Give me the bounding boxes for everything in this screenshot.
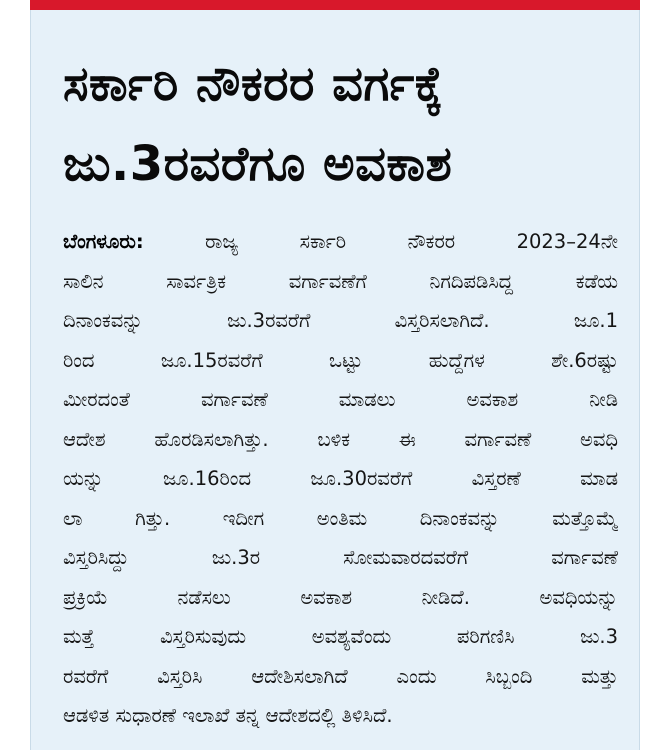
body-line-12: ರವರೆಗೆ ವಿಸ್ತರಿಸಿ ಆದೇಶಿಸಲಾಗಿದೆ ಎಂದು ಸಿಬ್ಬಂದಿ ಮತ್ತು <box>63 664 618 688</box>
body-line-8: ಲಾ ಗಿತ್ತು. ಇದೀಗ ಅಂತಿಮ ದಿನಾಂಕವನ್ನು ಮತ್ತೊಮ್ಮೆ <box>63 506 618 530</box>
first-line-text: ರಾಜ್ಯ ಸರ್ಕಾರಿ ನೌಕರರ 2023–24ನೇ <box>205 230 618 253</box>
headline-line-1: ಸರ್ಕಾರಿ ನೌಕರರ ವರ್ಗಕ್ಕೆ <box>63 56 444 112</box>
body-line-5: ಮೀರದಂತೆ ವರ್ಗಾವಣೆ ಮಾಡಲು ಅವಕಾಶ ನೀಡಿ <box>63 388 618 411</box>
body-line-6: ಆದೇಶ ಹೊರಡಿಸಲಾಗಿತ್ತು. ಬಳಿಕ ಈ ವರ್ಗಾವಣೆ ಅವಧಿ <box>63 427 618 451</box>
body-line-11: ಮತ್ತೆ ವಿಸ್ತರಿಸುವುದು ಅವಶ್ಯವೆಂದು ಪರಿಗಣಿಸಿ ಜು.3 <box>63 625 618 648</box>
body-line-10: ಪ್ರಕ್ರಿಯೆ ನಡೆಸಲು ಅವಕಾಶ ನೀಡಿದೆ. ಅವಧಿಯನ್ನು <box>63 585 618 609</box>
article-body <box>63 222 618 736</box>
body-line-13: ಆಡಳಿತ ಸುಧಾರಣೆ ಇಲಾಖೆ ತನ್ನ ಆದೇಶದಲ್ಲಿ ತಿಳಿಸಿದೆ. <box>63 704 393 727</box>
headline-line-2: ಜು.3ರವರೆಗೂ ಅವಕಾಶ <box>63 136 453 192</box>
dateline: ಬೆಂಗಳೂರು: <box>63 230 144 253</box>
body-line-1 <box>63 222 618 262</box>
body-line-2: ಸಾಲಿನ ಸಾರ್ವತ್ರಿಕ ವರ್ಗಾವಣೆಗೆ ನಿಗದಿಪಡಿಸಿದ್ದ ಕಡೆಯ <box>63 269 618 293</box>
top-color-strip <box>30 0 640 10</box>
body-line-4: ರಿಂದ ಜೂ.15ರವರೆಗೆ ಒಟ್ಟು ಹುದ್ದೆಗಳ ಶೇ.6ರಷ್ಟು <box>63 348 618 372</box>
body-line-3: ದಿನಾಂಕವನ್ನು ಜು.3ರವರೆಗೆ ವಿಸ್ತರಿಸಲಾಗಿದೆ. ಜೂ.1 <box>63 309 618 332</box>
body-line-7: ಯನ್ನು ಜೂ.16ರಿಂದ ಜೂ.30ರವರೆಗೆ ವಿಸ್ತರಣೆ ಮಾಡ <box>63 467 618 490</box>
news-clipping <box>30 10 640 750</box>
headline <box>63 44 623 204</box>
body-line-9: ವಿಸ್ತರಿಸಿದ್ದು ಜು.3ರ ಸೋಮವಾರದವರೆಗೆ ವರ್ಗಾವಣೆ <box>63 546 618 569</box>
